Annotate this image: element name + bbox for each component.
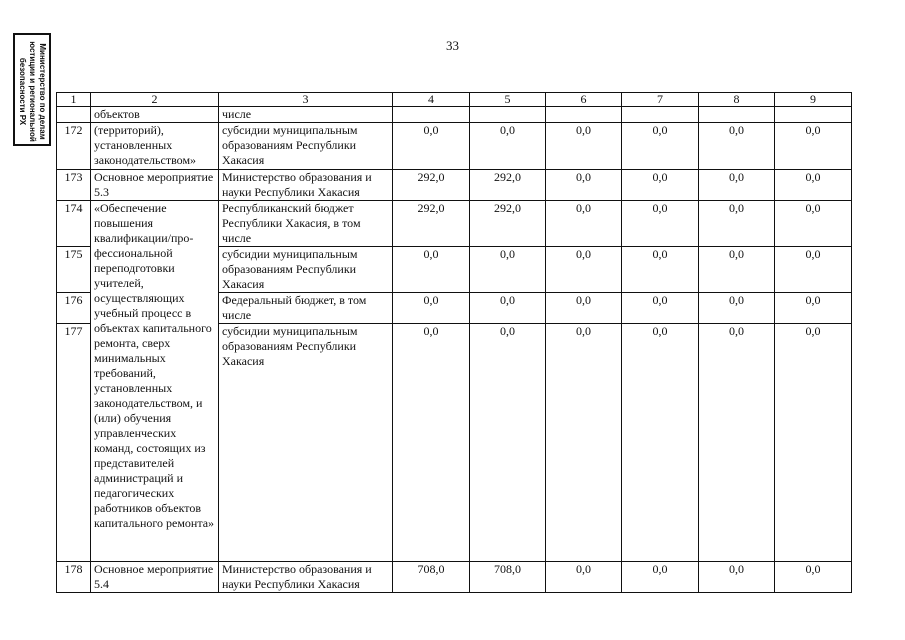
- value-cell: 292,0: [393, 201, 470, 247]
- value-cell: 0,0: [393, 247, 470, 293]
- value-cell: 0,0: [699, 324, 775, 562]
- value-cell: 0,0: [393, 293, 470, 324]
- value-cell: 0,0: [775, 201, 852, 247]
- value-cell: 0,0: [775, 293, 852, 324]
- value-cell: 0,0: [622, 123, 699, 170]
- column-number: 2: [91, 93, 219, 107]
- source-cell: Республиканский бюджет Республики Хакасия, в том числе: [219, 201, 393, 247]
- table-row: [57, 562, 852, 593]
- value-cell: 0,0: [775, 170, 852, 201]
- value-cell: 0,0: [622, 201, 699, 247]
- value-cell: 0,0: [546, 324, 622, 562]
- value-cell: 0,0: [546, 170, 622, 201]
- source-cell: Министерство образования и науки Республики Хакасия: [219, 170, 393, 201]
- source-cell: Министерство образования и науки Республики Хакасия: [219, 562, 393, 593]
- column-number: 4: [393, 93, 470, 107]
- page-number: 33: [446, 38, 459, 53]
- source-cell: Федеральный бюджет, в том числе: [219, 293, 393, 324]
- column-number: 1: [57, 93, 91, 107]
- value-cell: 0,0: [699, 170, 775, 201]
- source-cell: числе: [219, 107, 393, 123]
- value-cell: 0,0: [622, 562, 699, 593]
- table-row-continuation: [57, 107, 852, 123]
- value-cell: 708,0: [470, 562, 546, 593]
- value-cell: 0,0: [775, 247, 852, 293]
- value-cell: 0,0: [775, 123, 852, 170]
- value-cell: 0,0: [470, 293, 546, 324]
- source-cell: субсидии муниципальным образованиям Республики Хакасия: [219, 247, 393, 293]
- row-number-empty: [57, 107, 91, 123]
- value-cell: 0,0: [393, 324, 470, 562]
- row-number: 176: [57, 293, 91, 324]
- row-number: 172: [57, 123, 91, 170]
- row-number: 175: [57, 247, 91, 293]
- value-cell: 292,0: [470, 170, 546, 201]
- column-number: 7: [622, 93, 699, 107]
- measure-cell: (территорий), установленных законодательством»: [91, 123, 219, 170]
- row-number: 174: [57, 201, 91, 247]
- value-cell: 708,0: [393, 562, 470, 593]
- column-number: 9: [775, 93, 852, 107]
- value-cell: 0,0: [699, 123, 775, 170]
- value-cell: 0,0: [622, 324, 699, 562]
- column-numbers-row: [57, 93, 852, 107]
- row-number: 173: [57, 170, 91, 201]
- value-cell: 0,0: [775, 562, 852, 593]
- value-cell-empty: [622, 107, 699, 123]
- value-cell-empty: [699, 107, 775, 123]
- value-cell: 0,0: [699, 562, 775, 593]
- value-cell: 0,0: [470, 324, 546, 562]
- budget-table: [56, 92, 852, 593]
- value-cell: 0,0: [546, 247, 622, 293]
- value-cell: 0,0: [699, 293, 775, 324]
- measure-cell-merged: «Обеспечение повышения квалификации/про-фессиональной переподготовки учителей, осуществляющих учебный процесс в объектах капитального ремонта, сверх минимальных требований, установленных законодательством, и (или) обучения управленческих команд, состоящих из представителей администраций и педагогических работников объектов капитального ремонта»: [91, 201, 219, 562]
- value-cell: 0,0: [622, 170, 699, 201]
- measure-cell: Основное мероприятие 5.4: [91, 562, 219, 593]
- column-number: 6: [546, 93, 622, 107]
- value-cell: 0,0: [546, 201, 622, 247]
- value-cell-empty: [470, 107, 546, 123]
- column-number: 3: [219, 93, 393, 107]
- value-cell: 0,0: [622, 293, 699, 324]
- source-cell: субсидии муниципальным образованиям Республики Хакасия: [219, 123, 393, 170]
- value-cell: 0,0: [470, 247, 546, 293]
- value-cell-empty: [393, 107, 470, 123]
- stamp-line: безопасности РХ: [18, 57, 27, 126]
- value-cell: 0,0: [775, 324, 852, 562]
- value-cell-empty: [546, 107, 622, 123]
- value-cell: 0,0: [699, 247, 775, 293]
- measure-cell: Основное мероприятие 5.3: [91, 170, 219, 201]
- table-row: [57, 170, 852, 201]
- source-cell: субсидии муниципальным образованиям Республики Хакасия: [219, 324, 393, 562]
- value-cell: 0,0: [622, 247, 699, 293]
- row-number: 178: [57, 562, 91, 593]
- table-row: [57, 123, 852, 170]
- measure-cell: объектов: [91, 107, 219, 123]
- row-number: 177: [57, 324, 91, 562]
- column-number: 5: [470, 93, 546, 107]
- value-cell-empty: [775, 107, 852, 123]
- value-cell: 0,0: [546, 123, 622, 170]
- value-cell: 0,0: [546, 562, 622, 593]
- table-row: [57, 201, 852, 247]
- value-cell: 0,0: [470, 123, 546, 170]
- value-cell: 292,0: [393, 170, 470, 201]
- stamp-line: Министерство по делам: [38, 43, 47, 140]
- value-cell: 0,0: [393, 123, 470, 170]
- value-cell: 0,0: [699, 201, 775, 247]
- column-number: 8: [699, 93, 775, 107]
- value-cell: 0,0: [546, 293, 622, 324]
- value-cell: 292,0: [470, 201, 546, 247]
- stamp-line: юстиции и региональной: [28, 41, 37, 142]
